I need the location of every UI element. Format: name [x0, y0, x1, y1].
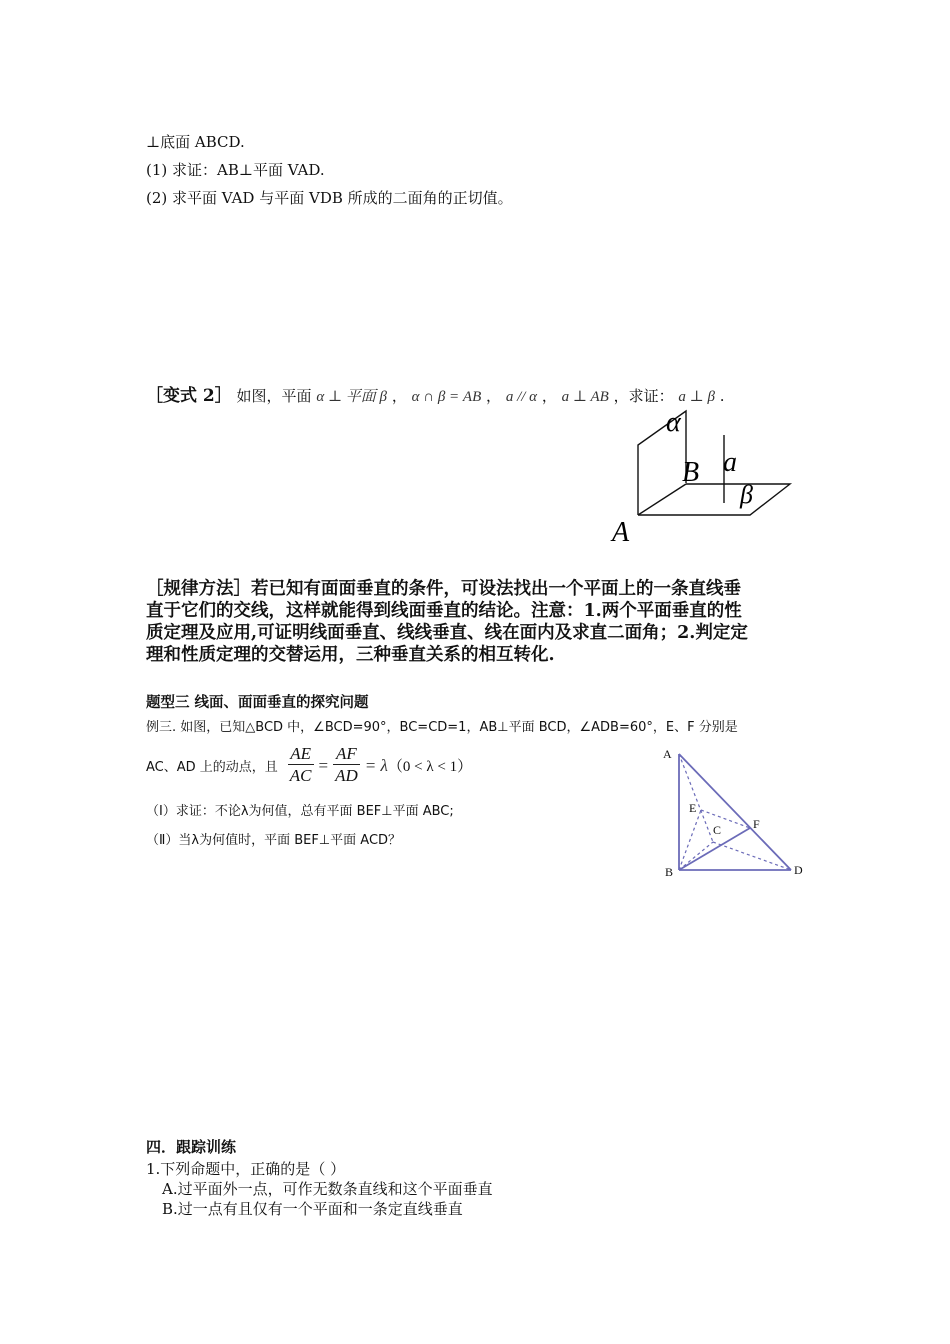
point-label-f: F: [753, 817, 760, 831]
vertex-label-c: C: [713, 823, 722, 837]
fraction-2-denominator: AD: [335, 766, 358, 785]
method-line-2: 直于它们的交线，这样就能得到线面垂直的结论。注意：1.两个平面垂直的性: [146, 601, 742, 621]
variant2-sep-2: ，: [486, 387, 502, 405]
vertex-label-b: B: [665, 865, 674, 879]
section4-option-a: A.过平面外一点，可作无数条直线和这个平面垂直: [162, 1180, 493, 1198]
example3-line-1: 例三. 如图，已知△BCD 中，∠BCD=90°，BC=CD=1，AB⊥平面 BCD，∠ADB=60°，E、F 分别是: [146, 720, 738, 735]
vertex-label-d: D: [794, 863, 803, 877]
planes-figure: [600, 405, 810, 550]
tetrahedron-figure: [655, 740, 815, 885]
problem-question-2: (2) 求平面 VAD 与平面 VDB 所成的二面角的正切值。: [146, 189, 513, 207]
label-b: B: [682, 457, 700, 488]
section4-question-1: 1.下列命题中，正确的是（ ）: [146, 1160, 346, 1178]
section4-title: 四．跟踪训练: [146, 1138, 237, 1156]
equals-1: =: [318, 755, 329, 775]
fraction-ae-ac: [288, 744, 314, 787]
label-A: A: [612, 517, 630, 548]
edge-cd-hidden: [713, 842, 791, 870]
fraction-2-numerator: AF: [333, 744, 360, 765]
type3-title: 题型三 线面、面面垂直的探究问题: [146, 694, 369, 711]
variant2-math-3: a // α: [505, 389, 538, 405]
variant2-math-5: a ⊥ β: [678, 389, 715, 405]
method-line-3: 质定理及应用,可证明线面垂直、线线垂直、线在面内及求直二面角；2.判定定: [146, 623, 748, 643]
method-line-4: 理和性质定理的交替运用，三种垂直关系的相互转化.: [146, 645, 555, 665]
label-a: a: [723, 447, 737, 478]
variant2-math-1: α ⊥ 平面 β: [316, 389, 388, 405]
example3-line-2-text: AC、AD 上的动点，且: [146, 760, 278, 775]
method-line-1: ［规律方法］若已知有面面垂直的条件，可设法找出一个平面上的一条直线垂: [146, 579, 741, 599]
example3-line-2: [146, 744, 472, 787]
fraction-af-ad: [333, 744, 360, 787]
variant2-end: .: [719, 387, 725, 405]
lambda-range: （0 < λ < 1）: [387, 759, 473, 775]
variant2-tag: ［变式 2］: [146, 386, 232, 406]
label-beta: β: [740, 480, 753, 509]
vertex-label-a: A: [663, 747, 672, 761]
lambda-expression: = λ: [364, 755, 388, 775]
fraction-1-denominator: AC: [289, 766, 312, 785]
example3-part-2: （Ⅱ）当λ为何值时，平面 BEF⊥平面 ACD？: [146, 833, 402, 848]
line-ab: [638, 484, 686, 515]
example3-part-1: （Ⅰ）求证：不论λ为何值，总有平面 BEF⊥平面 ABC;: [146, 804, 454, 819]
variant2-math-4: a ⊥ AB: [561, 389, 609, 405]
label-alpha: α: [666, 407, 681, 438]
variant2-sep-1: ，: [391, 387, 407, 405]
point-label-e: E: [689, 801, 697, 815]
edge-ac-hidden: [679, 754, 713, 842]
variant2-math-2: α ∩ β = AB: [411, 389, 482, 405]
variant2-intro: 如图，平面: [236, 387, 312, 405]
fraction-1-numerator: AE: [288, 744, 314, 765]
problem-question-1: (1) 求证：AB⊥平面 VAD.: [146, 161, 325, 179]
variant2-sep-4: ，求证：: [613, 387, 674, 405]
variant2-statement: [146, 381, 725, 406]
variant2-sep-3: ，: [541, 387, 557, 405]
problem-line: ⊥底面 ABCD.: [146, 133, 245, 151]
section4-option-b: B.过一点有且仅有一个平面和一条定直线垂直: [162, 1200, 463, 1218]
